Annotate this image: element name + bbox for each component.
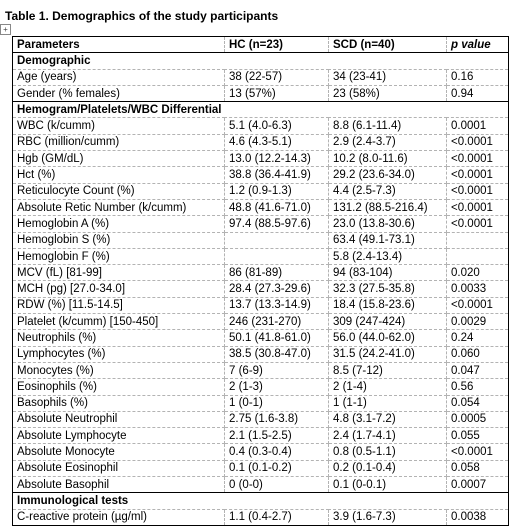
p-value-cell: 0.054 [447,395,509,411]
table-row [13,248,509,264]
parameter-cell: WBC (k/cumm) [13,118,225,134]
table-row [13,346,509,362]
parameter-cell: Neutrophils (%) [13,330,225,346]
p-value-cell: 0.0029 [447,314,509,330]
parameter-cell: Eosinophils (%) [13,379,225,395]
scd-value-cell: 5.8 (2.4-13.4) [329,248,447,264]
table-row [13,85,509,101]
table-row [13,232,509,248]
section-title: Hemogram/Platelets/WBC Differential [13,102,509,118]
p-value-cell: 0.56 [447,379,509,395]
p-value-cell: 0.0007 [447,477,509,493]
table-row [13,151,509,167]
hc-value-cell: 38.5 (30.8-47.0) [225,346,329,362]
scd-value-cell: 94 (83-104) [329,265,447,281]
p-value-cell [447,248,509,264]
parameter-cell: Reticulocyte Count (%) [13,183,225,199]
hc-value-cell: 2.1 (1.5-2.5) [225,428,329,444]
scd-value-cell: 8.8 (6.1-11.4) [329,118,447,134]
table-row [13,379,509,395]
hc-value-cell: 38 (22-57) [225,69,329,85]
table-row [13,444,509,460]
section-title: Immunological tests [13,493,509,509]
hc-value-cell: 1.1 (0.4-2.7) [225,509,329,525]
parameter-cell: Age (years) [13,69,225,85]
parameter-cell: Absolute Basophil [13,477,225,493]
hc-value-cell: 4.6 (4.3-5.1) [225,134,329,150]
scd-value-cell: 3.9 (1.6-7.3) [329,509,447,525]
p-value-cell: 0.0033 [447,281,509,297]
table-row [13,199,509,215]
p-value-cell: <0.0001 [447,151,509,167]
hc-value-cell: 2 (1-3) [225,379,329,395]
hc-value-cell: 246 (231-270) [225,314,329,330]
scd-value-cell: 34 (23-41) [329,69,447,85]
parameter-cell: Basophils (%) [13,395,225,411]
hc-value-cell: 1 (0-1) [225,395,329,411]
parameter-cell: Absolute Retic Number (k/cumm) [13,199,225,215]
parameter-cell: Absolute Monocyte [13,444,225,460]
p-value-cell: 0.0038 [447,509,509,525]
table-row [13,330,509,346]
hc-value-cell: 0.1 (0.1-0.2) [225,460,329,476]
hc-value-cell: 7 (6-9) [225,362,329,378]
scd-value-cell: 2 (1-4) [329,379,447,395]
header-cell-parameters: Parameters [13,37,225,53]
section-row [13,493,509,509]
hc-value-cell: 5.1 (4.0-6.3) [225,118,329,134]
table-row [13,314,509,330]
hc-value-cell: 13.7 (13.3-14.9) [225,297,329,313]
table-row [13,509,509,525]
scd-value-cell: 2.9 (2.4-3.7) [329,134,447,150]
p-value-cell: 0.047 [447,362,509,378]
scd-value-cell: 32.3 (27.5-35.8) [329,281,447,297]
table-row [13,428,509,444]
parameter-cell: Gender (% females) [13,85,225,101]
parameter-cell: Monocytes (%) [13,362,225,378]
hc-value-cell: 97.4 (88.5-97.6) [225,216,329,232]
p-value-cell: 0.94 [447,85,509,101]
p-value-cell: <0.0001 [447,444,509,460]
table-header-row [13,37,509,53]
table-body [13,53,509,526]
parameter-cell: MCV (fL) [81-99] [13,265,225,281]
scd-value-cell: 10.2 (8.0-11.6) [329,151,447,167]
section-title: Demographic [13,53,509,69]
p-value-cell: <0.0001 [447,183,509,199]
scd-value-cell: 23.0 (13.8-30.6) [329,216,447,232]
scd-value-cell: 56.0 (44.0-62.0) [329,330,447,346]
parameter-cell: RBC (million/cumm) [13,134,225,150]
p-value-cell [447,232,509,248]
hc-value-cell: 50.1 (41.8-61.0) [225,330,329,346]
table-row [13,118,509,134]
hc-value-cell: 0 (0-0) [225,477,329,493]
table-row [13,265,509,281]
table-row [13,281,509,297]
scd-value-cell: 0.1 (0-0.1) [329,477,447,493]
hc-value-cell [225,248,329,264]
table-row [13,183,509,199]
section-row [13,53,509,69]
p-value-cell: <0.0001 [447,216,509,232]
header-cell-hc: HC (n=23) [225,37,329,53]
scd-value-cell: 8.5 (7-12) [329,362,447,378]
scd-value-cell: 4.8 (3.1-7.2) [329,411,447,427]
header-cell-scd: SCD (n=40) [329,37,447,53]
parameter-cell: C-reactive protein (µg/ml) [13,509,225,525]
parameter-cell: MCH (pg) [27.0-34.0] [13,281,225,297]
hc-value-cell: 13 (57%) [225,85,329,101]
hc-value-cell: 48.8 (41.6-71.0) [225,199,329,215]
p-value-cell: 0.058 [447,460,509,476]
p-value-cell: 0.0005 [447,411,509,427]
table-row [13,216,509,232]
hc-value-cell: 1.2 (0.9-1.3) [225,183,329,199]
p-value-cell: 0.16 [447,69,509,85]
p-value-cell: <0.0001 [447,199,509,215]
parameter-cell: Lymphocytes (%) [13,346,225,362]
parameter-cell: Hgb (GM/dL) [13,151,225,167]
table-row [13,134,509,150]
scd-value-cell: 29.2 (23.6-34.0) [329,167,447,183]
scd-value-cell: 309 (247-424) [329,314,447,330]
header-cell-p-value: p value [447,37,509,53]
p-value-cell: 0.0001 [447,118,509,134]
p-value-cell: <0.0001 [447,167,509,183]
p-value-cell: <0.0001 [447,134,509,150]
table-row [13,362,509,378]
parameter-cell: Hemoglobin F (%) [13,248,225,264]
hc-value-cell [225,232,329,248]
parameter-cell: Absolute Neutrophil [13,411,225,427]
hc-value-cell: 38.8 (36.4-41.9) [225,167,329,183]
parameter-cell: RDW (%) [11.5-14.5] [13,297,225,313]
scd-value-cell: 63.4 (49.1-73.1) [329,232,447,248]
scd-value-cell: 131.2 (88.5-216.4) [329,199,447,215]
section-row [13,102,509,118]
table-row [13,477,509,493]
demographics-table [12,36,509,526]
table-row [13,411,509,427]
parameter-cell: Platelet (k/cumm) [150-450] [13,314,225,330]
scd-value-cell: 0.2 (0.1-0.4) [329,460,447,476]
scd-value-cell: 4.4 (2.5-7.3) [329,183,447,199]
parameter-cell: Absolute Eosinophil [13,460,225,476]
hc-value-cell: 13.0 (12.2-14.3) [225,151,329,167]
parameter-cell: Absolute Lymphocyte [13,428,225,444]
parameter-cell: Hemoglobin S (%) [13,232,225,248]
table-row [13,69,509,85]
p-value-cell: 0.055 [447,428,509,444]
hc-value-cell: 0.4 (0.3-0.4) [225,444,329,460]
hc-value-cell: 86 (81-89) [225,265,329,281]
move-icon[interactable]: + [0,24,11,35]
scd-value-cell: 2.4 (1.7-4.1) [329,428,447,444]
table-row [13,460,509,476]
table-caption: Table 1. Demographics of the study participants [5,9,279,23]
scd-value-cell: 0.8 (0.5-1.1) [329,444,447,460]
p-value-cell: 0.24 [447,330,509,346]
parameter-cell: Hct (%) [13,167,225,183]
table-row [13,395,509,411]
p-value-cell: 0.020 [447,265,509,281]
scd-value-cell: 1 (1-1) [329,395,447,411]
scd-value-cell: 18.4 (15.8-23.6) [329,297,447,313]
table-row [13,297,509,313]
hc-value-cell: 28.4 (27.3-29.6) [225,281,329,297]
scd-value-cell: 23 (58%) [329,85,447,101]
p-value-cell: <0.0001 [447,297,509,313]
hc-value-cell: 2.75 (1.6-3.8) [225,411,329,427]
table-row [13,167,509,183]
scd-value-cell: 31.5 (24.2-41.0) [329,346,447,362]
parameter-cell: Hemoglobin A (%) [13,216,225,232]
p-value-cell: 0.060 [447,346,509,362]
